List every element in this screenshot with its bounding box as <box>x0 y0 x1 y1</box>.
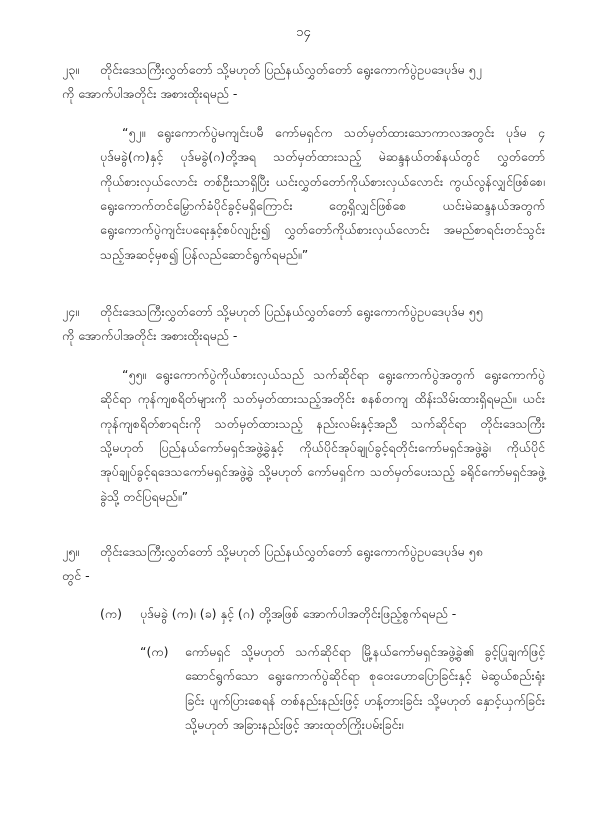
section-continuation: ကို အောက်ပါအတိုင်း အစားထိုးရမည် - <box>62 86 238 102</box>
subsection-text: ပုဒ်မခွဲ (က)၊ (ခ) နှင့် (ဂ) တို့အဖြစ် အောက်ပါအတိုင်းဖြည့်စွက်ရမည် - <box>140 606 457 621</box>
inner-clause-ka <box>0 640 607 738</box>
section-text: တိုင်းဒေသကြီးလွှတ်တော် သို့မဟုတ် ပြည်နယ်လွှတ်တော် ရွေးကောက်ပွဲဥပဒေပုဒ်မ ၅၅ <box>100 304 483 319</box>
amendment-quote: “၅၅။ ရွေးကောက်ပွဲကိုယ်စားလှယ်သည် သက်ဆိုင်ရာ ရွေးကောက်ပွဲအတွက် ရွေးကောက်ပွဲဆိုင်ရာ ကုန်ကျစရိတ်များကို သတ်မှတ်ထားသည့်အတိုင်း စနစ်တကျ ထိန်းသိမ်းထားရှိရမည်။ ယင်းကုန်ကျစရိတ်စာရင်းကို သတ်မှတ်ထားသည့် နည်းလမ်းနှင့်အညီ သက်ဆိုင်ရာ တိုင်းဒေသကြီး သို့မဟုတ် ပြည်နယ်ကော်မရှင်အဖွဲ့ခွဲနှင့် ကိုယ်ပိုင်အုပ်ချုပ်ခွင့်ရတိုင်းကော်မရှင်အဖွဲ့ခွဲ၊ ကိုယ်ပိုင်အုပ်ချုပ်ခွင့်ရဒေသကော်မရှင်အဖွဲ့ခွဲ သို့မဟုတ် ကော်မရှင်က သတ်မှတ်ပေးသည့် ခရိုင်ကော်မရှင်အဖွဲ့ခွဲသို့ တင်ပြရမည်။” <box>100 366 545 504</box>
section-text: တိုင်းဒေသကြီးလွှတ်တော် သို့မဟုတ် ပြည်နယ်လွှတ်တော် ရွေးကောက်ပွဲဥပဒေပုဒ်မ ၅၂ <box>100 62 482 77</box>
inner-clause-label: “(က) <box>140 644 169 659</box>
section-number: ၂၃။ <box>62 62 79 77</box>
section-text: တိုင်းဒေသကြီးလွှတ်တော် သို့မဟုတ် ပြည်နယ်လွှတ်တော် ရွေးကောက်ပွဲဥပဒေပုဒ်မ ၅၈ <box>100 544 483 559</box>
subsection-ka <box>0 602 607 626</box>
section-24 <box>0 300 607 509</box>
page-number: ၁၄ <box>296 25 311 40</box>
section-number: ၂၅။ <box>62 544 79 559</box>
section-continuation: ကို အောက်ပါအတိုင်း အစားထိုးရမည် - <box>62 328 238 344</box>
section-25 <box>0 540 607 589</box>
amendment-quote: “၅၂။ ရွေးကောက်ပွဲမကျင်းပမီ ကော်မရှင်က သတ်မှတ်ထားသောကာလအတွင်း ပုဒ်မ ၄ ပုဒ်မခွဲ(က)နှင့် ပုဒ်မခွဲ(ဂ)တို့အရ သတ်မှတ်ထားသည့် မဲဆန္ဒနယ်တစ်နယ်တွင် လွှတ်တော်ကိုယ်စားလှယ်လောင်း တစ်ဦးသာရှိပြီး ယင်းလွှတ်တော်ကိုယ်စားလှယ်လောင်း ကွယ်လွန်လျှင်ဖြစ်စေ၊ ရွေးကောက်တင်မြှောက်ခံပိုင်ခွင့်မရှိကြောင်း တွေ့ရှိလျှင်ဖြစ်စေ ယင်းမဲဆန္ဒနယ်အတွက် ရွေးကောက်ပွဲကျင်းပရေးနှင့်စပ်လျဉ်း၍ လွှတ်တော်ကိုယ်စားလှယ်လောင်း အမည်စာရင်းတင်သွင်းသည့်အဆင့်မှစ၍ ပြန်လည်ဆောင်ရွက်ရမည်။” <box>100 124 545 262</box>
section-continuation: တွင် - <box>62 568 90 584</box>
section-number: ၂၄။ <box>62 304 79 319</box>
inner-clause-text: ကော်မရှင် သို့မဟုတ် သက်ဆိုင်ရာ မြို့နယ်ကော်မရှင်အဖွဲ့ခွဲ၏ ခွင့်ပြုချက်ဖြင့် ဆောင်ရွက်သော ရွေးကောက်ပွဲဆိုင်ရာ စုဝေးဟောပြောခြင်းနှင့် မဲဆွယ်စည်းရုံးခြင်း ပျက်ပြားစေရန် တစ်နည်းနည်းဖြင့် ဟန့်တားခြင်း သို့မဟုတ် နှောင့်ယှက်ခြင်း သို့မဟုတ် အခြားနည်းဖြင့် အားထုတ်ကြိုးပမ်းခြင်း၊ <box>185 644 545 733</box>
section-23 <box>0 58 607 267</box>
subsection-label: (က) <box>100 606 122 621</box>
